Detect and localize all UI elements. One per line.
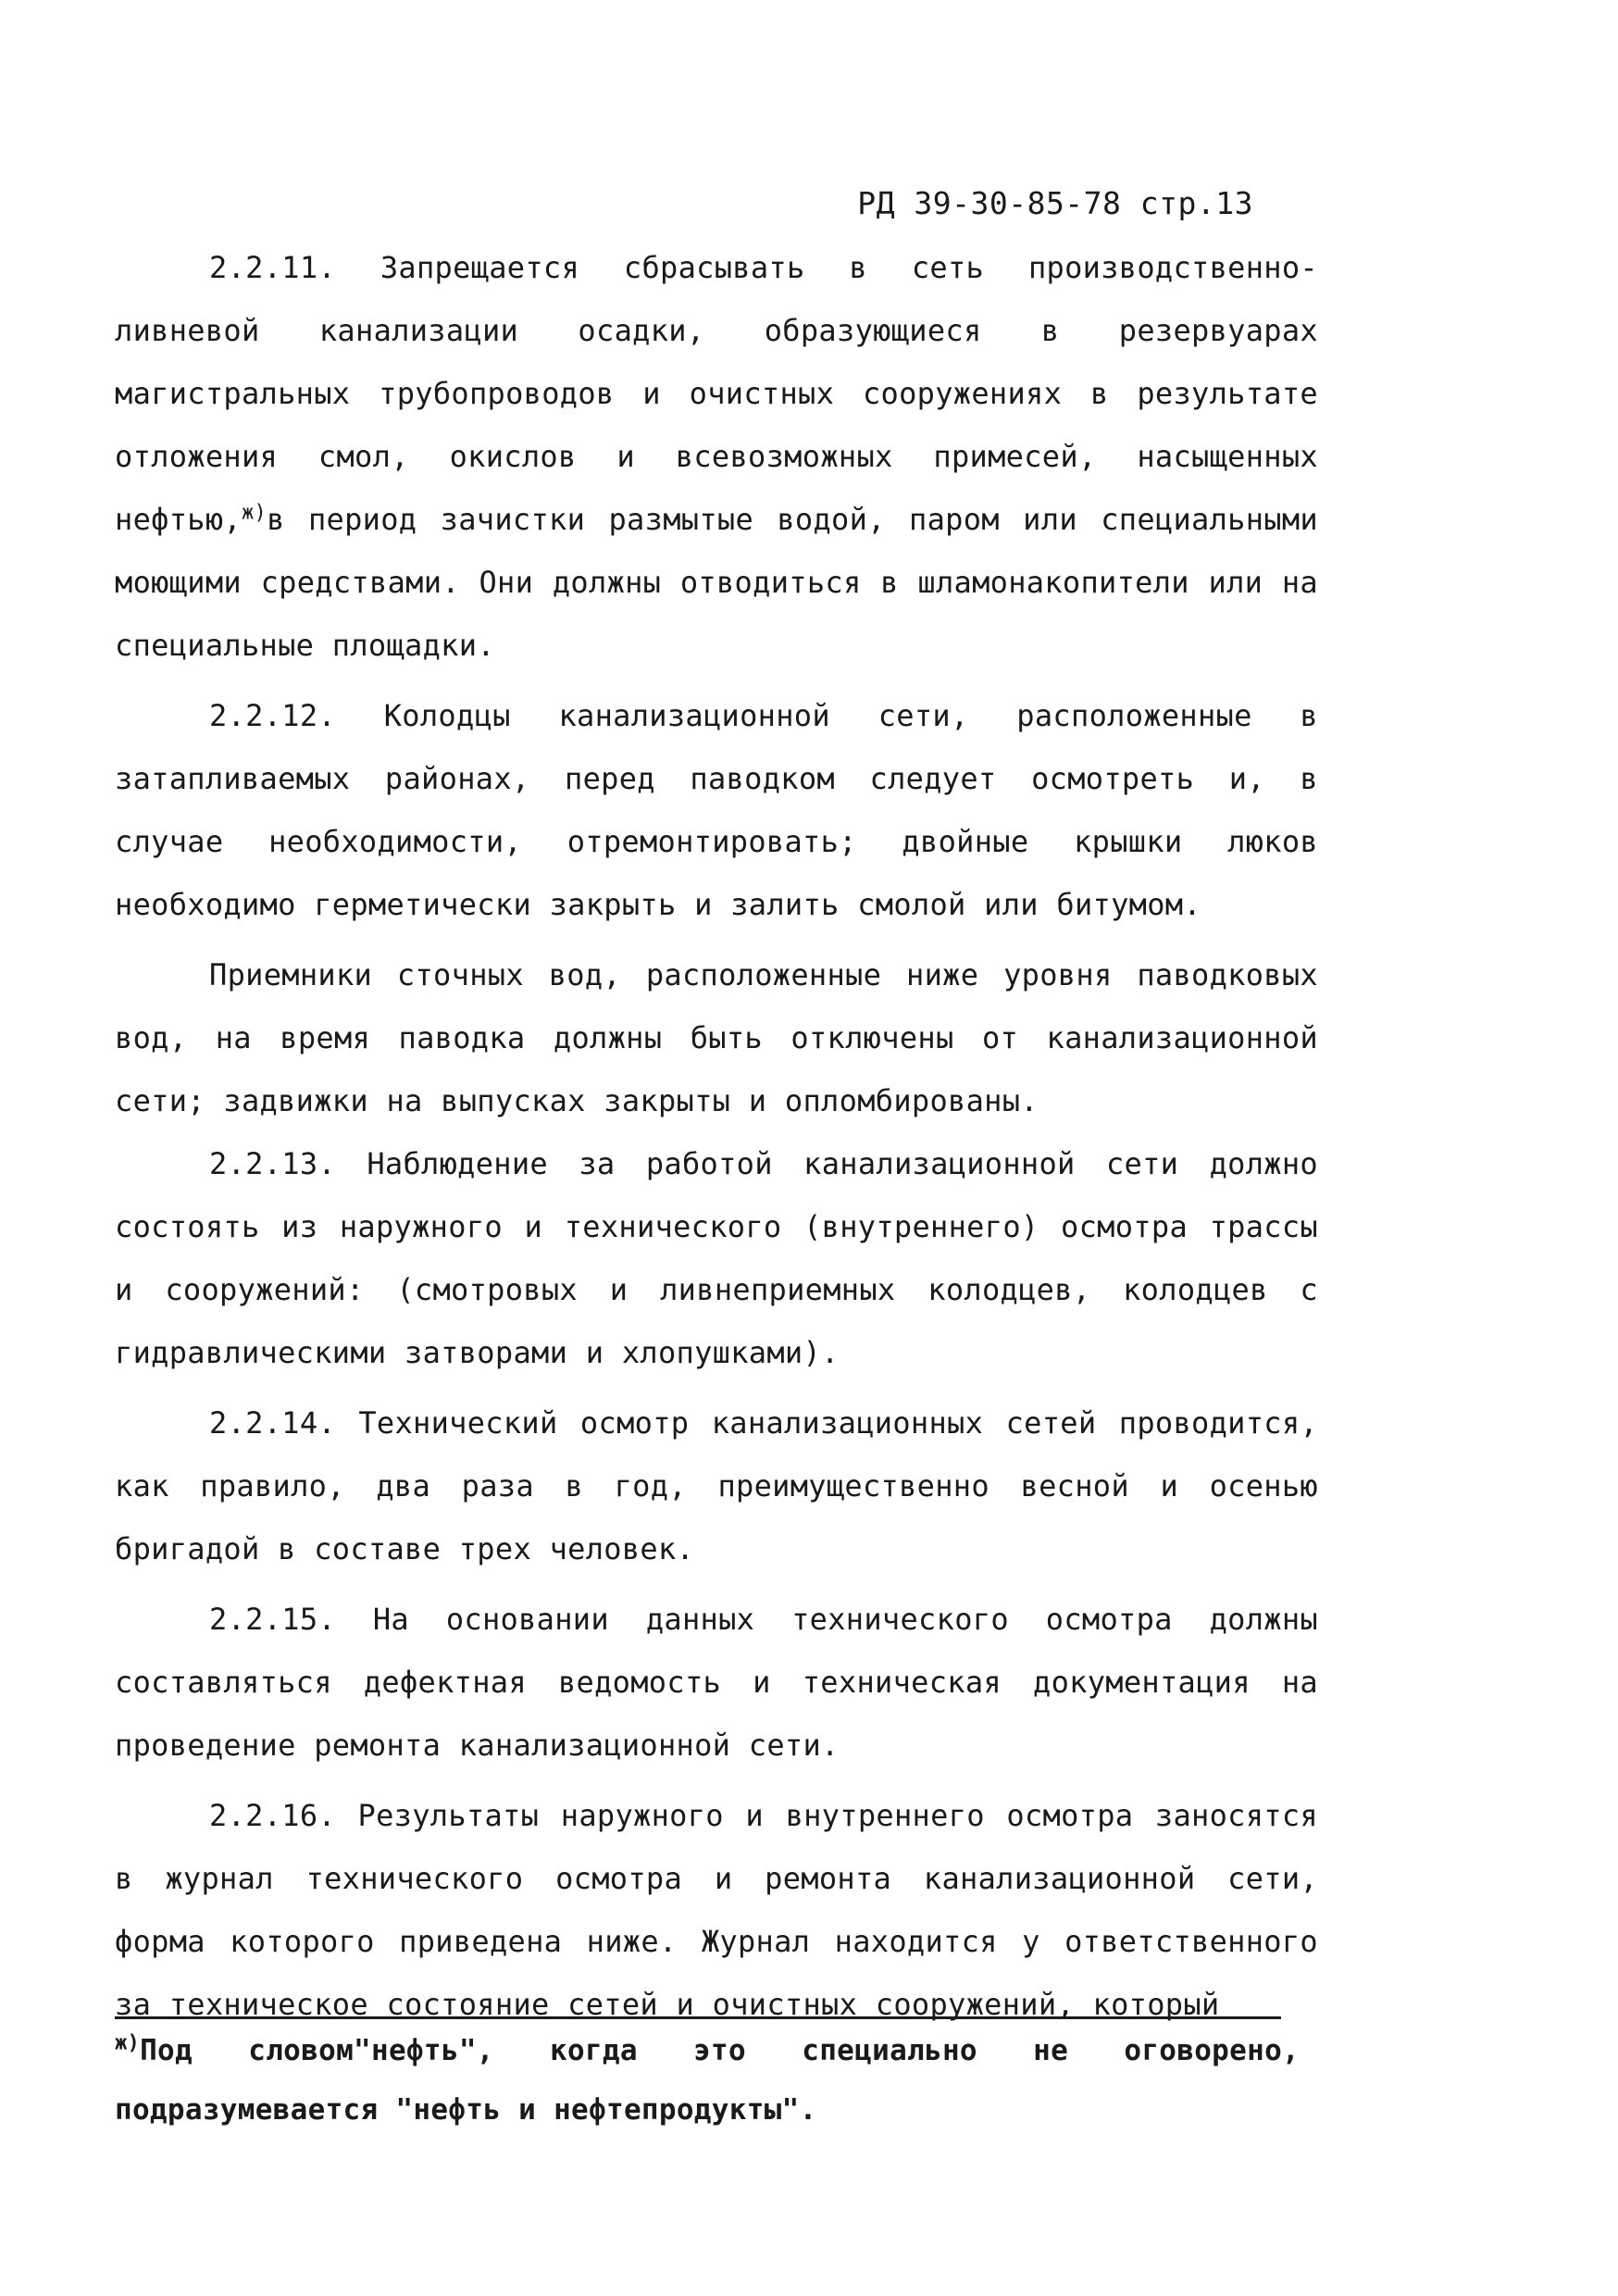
footnote	[115, 2021, 1300, 2140]
paragraph-2-2-11	[115, 236, 1318, 677]
footnote-marker: ж)	[115, 2031, 141, 2055]
paragraph-2-2-14: 2.2.14. Технический осмотр канализационных сетей проводится, как правило, два раза в год, преимущественно весной и осенью бригадой в составе трех человек.	[115, 1405, 1318, 1566]
footnote-text: Под словом"нефть", когда это специально не оговорено, подразумевается "нефть и нефтепродукты".	[115, 2034, 1300, 2127]
paragraph-2-2-15: 2.2.15. На основании данных технического осмотра должны составляться дефектная ведомость и техническая документация на проведение ремонта канализационной сети.	[115, 1602, 1318, 1763]
document-body	[115, 236, 1318, 2036]
paragraph-2-2-12: 2.2.12. Колодцы канализационной сети, расположенные в затапливаемых районах, перед паводком следует осмотреть и, в случае необходимости, отремонтировать; двойные крышки люков необходимо герметически закрыть и залить смолой или битумом.	[115, 698, 1318, 922]
paragraph-2-2-12-continued: Приемники сточных вод, расположенные ниже уровня паводковых вод, на время паводка должны быть отключены от канализационной сети; задвижки на выпусках закрыты и опломбированы.	[115, 957, 1318, 1118]
paragraph-2-2-16: 2.2.16. Результаты наружного и внутреннего осмотра заносятся в журнал технического осмотра и ремонта канализационной сети, форма которого приведена ниже. Журнал находится у ответственного за техническое состояние сетей и очистных сооружений, который	[115, 1798, 1318, 2022]
paragraph-2-2-11-text: 2.2.11. Запрещается сбрасывать в сеть производственно-ливневой канализации осадки, образующиеся в резервуарах магистральных трубопроводов и очистных сооружениях в результате отложения смол, окислов и всевозможных примесей, насыщенных нефтью,	[115, 250, 1318, 537]
page-header: РД 39-30-85-78 стр.13	[857, 185, 1253, 221]
paragraph-2-2-11-text-cont: в период зачистки размытые водой, паром или специальными моющими средствами. Они должны отводиться в шламонакопители или на специальные площадки.	[115, 502, 1318, 663]
footnote-reference: ж)	[241, 501, 268, 525]
footnote-divider	[115, 2016, 1281, 2019]
paragraph-2-2-13: 2.2.13. Наблюдение за работой канализационной сети должно состоять из наружного и технического (внутреннего) осмотра трассы и сооружений: (смотровых и ливнеприемных колодцев, колодцев с гидравлическими затворами и хлопушками).	[115, 1146, 1318, 1370]
